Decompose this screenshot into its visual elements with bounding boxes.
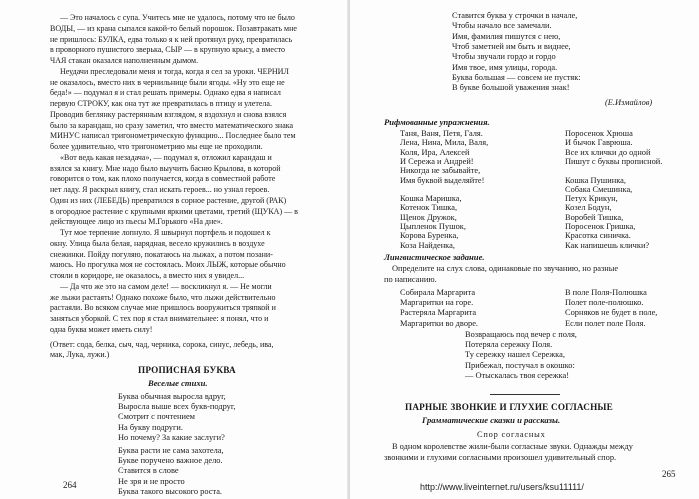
text-line: стояли в коридоре, не оказалось, а вместо них я увидел...	[50, 271, 245, 280]
text-line: Буква такого высокого роста.	[118, 486, 223, 496]
linguistic-task-title: Лингвистическое задание.	[384, 252, 485, 262]
linguistic-task-line-1: Определите на слух слова, одинаковые по звучанию, но разные	[392, 264, 619, 273]
text-line: Ставится в слове	[118, 466, 179, 476]
text-line: Один из них (ЛЕБЕДЬ) превратился в сорное растение, другой (РАК)	[50, 195, 287, 205]
section-subtitle-funny-poems: Веселые стихи.	[148, 378, 208, 388]
text-line: беда!» — подумал я и стал решать примеры. Однако едва я написал	[50, 88, 281, 98]
page-number-left: 264	[63, 480, 77, 490]
text-line: Щенок Дружок,	[400, 212, 457, 222]
text-line: более удивительно, что тригонометрию мы еще не проходили.	[50, 142, 263, 151]
text-line: Никогда не забывайте,	[400, 166, 481, 176]
section-title-paired-consonants: ПАРНЫЕ ЗВОНКИЕ И ГЛУХИЕ СОГЛАСНЫЕ	[405, 402, 613, 412]
text-line: «Вот ведь какая незадача», — подумал я, отложил карандаш и	[60, 152, 272, 162]
text-line: ЧАЯ стакан оказался наполненным дымом.	[50, 56, 199, 65]
story-title: Спор согласных	[477, 430, 546, 439]
text-line: одна буква может иметь силу!	[50, 324, 153, 334]
text-line: Проводив беглянку растерянным взглядом, я вздохнул и снова взялся	[50, 109, 287, 119]
text-line: Имя, фамилия пишутся с нею,	[452, 31, 561, 41]
text-line: действующее лицо из пьесы М.Горького «На дне».	[50, 217, 223, 227]
text-line: Тут мое терпение лопнуло. Я швырнул портфель и подошел к	[60, 228, 271, 237]
text-line: Полет поле-полюшко.	[565, 298, 644, 308]
text-line: Собирала Маргарита	[400, 288, 476, 297]
text-line: нет ладу. Я раскрыл книгу, стал искать героев... но узнал героев.	[50, 185, 270, 194]
text-line: Прибежал, постучал в окошко:	[465, 360, 575, 370]
text-line: И бычок Гаврюша.	[565, 138, 633, 148]
text-line: Имя твое, имя улицы, города.	[452, 62, 558, 72]
page-number-right: 265	[662, 469, 676, 479]
text-line: И Сережа и Андрей!	[400, 156, 474, 166]
text-line: Корова Буренка,	[400, 231, 459, 241]
text-line: Коза Найденка,	[400, 240, 455, 250]
text-line: взялся за книгу. Мне надо было выучить басню Крылова, в которой	[50, 163, 281, 173]
text-line: Если полет поле Поля.	[565, 318, 646, 328]
story-line-1: В одном королевстве жили-были согласные звуки. Однажды между	[392, 442, 633, 451]
text-line: Кошка Пушинка,	[565, 175, 626, 185]
text-line: Чтоб заметней им быть и виднее,	[452, 41, 571, 51]
text-line: МИНУС написал тригонометрическую функцию... Последнее было тем	[50, 131, 296, 141]
text-line: Выросла выше всех букв-подруг,	[118, 402, 236, 412]
text-line: Воробей Тишка,	[565, 212, 624, 222]
text-line: Петух Крикун,	[565, 194, 618, 204]
text-line: Лена, Нина, Мила, Валя,	[400, 138, 489, 148]
text-line: Сорняков не будет в поле,	[565, 308, 658, 318]
text-line: Маргаритки во дворе.	[400, 318, 479, 328]
linguistic-task-line-2: по написанию.	[384, 275, 437, 284]
text-line: было за карандаш, но сразу заметил, что вместо математического знака	[50, 120, 294, 130]
text-line: Чтобы звучали гордо и гордо	[452, 52, 556, 62]
text-line: Смотрит с почтением	[118, 412, 195, 422]
text-line: окну. Улица была белая, нарядная, весело кружились в воздухе	[50, 238, 265, 248]
section-subtitle-grammar-tales: Грамматические сказки и рассказы.	[422, 415, 561, 425]
text-line: же лыжи растаять! Однако похоже было, что лыжи действительно	[50, 292, 276, 302]
text-line: Неудачи преследовали меня и тогда, когда я сел за уроки. ЧЕРНИЛ	[60, 66, 289, 76]
text-line: В поле Поля-Полюшка	[565, 288, 647, 297]
text-line: Возвращаюсь под вечер с поля,	[465, 330, 577, 339]
text-line: Потеряла сережку Поля.	[465, 340, 553, 350]
text-line: Маргаритки на горе.	[400, 298, 474, 308]
answer-line-2: мак, Лука, лужи.)	[50, 350, 110, 359]
text-line: маюсь. Но прогулка моя не состоялась. Моих ЛЫЖ, которые обычно	[50, 260, 286, 270]
story-line-2: звонкими и глухими согласными произошел удивительный спор.	[384, 453, 617, 462]
text-line: Поросенок Хрюша	[565, 129, 633, 138]
text-line: Чтобы начало все замечали.	[452, 21, 552, 31]
text-line: Красотка синичка.	[565, 231, 631, 241]
text-line: — Отыскалась твоя сережка!	[465, 370, 569, 380]
text-line: Имя буквой выделяйте!	[400, 175, 485, 185]
footer-url[interactable]: http://www.liveinternet.ru/users/ksu11111/	[420, 482, 584, 492]
poem-author: (Е.Измайлов)	[605, 98, 653, 107]
text-line: Растеряла Маргарита	[400, 308, 477, 318]
text-line: в огородное растение с крупными яркими цветами, третий (ЩУКА) — в	[50, 206, 298, 216]
text-line: растаяли. Во всяком случае мне пришлось вооружиться тряпкой и	[50, 303, 276, 313]
text-line: Таня, Ваня, Петя, Галя.	[400, 129, 483, 138]
section-divider	[490, 394, 560, 395]
section-title-capital-letter: ПРОПИСНАЯ БУКВА	[138, 365, 236, 375]
text-line: Котенок Тишка,	[400, 203, 458, 213]
text-line: не оказалось, вместо них в чернильнице были ягоды. «Ну это еще не	[50, 77, 285, 87]
text-line: первую СТРОКУ, как она тут же превратилась в птицу и улетела.	[50, 99, 272, 108]
text-line: снежинки. Пойду погуляю, покатаюсь на лыжах, а потом позани-	[50, 249, 273, 259]
text-line: Букве поручено важное дело.	[118, 456, 223, 466]
text-line: заняться уборкой. С тех пор я стал внимательнее: я понял, что и	[50, 314, 269, 323]
text-line: Буква большая — совсем не пустяк:	[452, 72, 581, 82]
text-line: говорится о том, как плохо получается, когда в совместной работе	[50, 174, 276, 184]
text-line: — Это началось с супа. Учитесь мне не удалось, потому что не было	[60, 13, 295, 22]
text-line: Цыпленок Пушок,	[400, 222, 466, 231]
text-line: На букву подруги.	[118, 422, 183, 432]
answer-line-1: (Ответ: сода, белка, сыч, чад, черника, сорока, синус, лебедь, ива,	[50, 340, 274, 349]
text-line: Буква расти не сама захотела,	[118, 446, 224, 455]
text-line: Поросенок Гришка,	[565, 222, 636, 231]
text-line: Как напишешь клички?	[565, 240, 650, 250]
text-line: в проворного пушистого зверька, СЫР — в крупную крысу, а вместо	[50, 45, 286, 55]
text-line: ВОДЫ, — из крана сыпался какой-то белый порошок. Позавтракать мне	[50, 23, 297, 33]
right-page	[350, 0, 699, 499]
text-line: Не зря и не просто	[118, 476, 185, 486]
text-line: Собака Смешинка,	[565, 184, 633, 194]
text-line: не пришлось: БУЛКА, едва только я к ней протянул руку, превратилась	[50, 34, 293, 44]
text-line: Буква обычная выросла вдруг,	[118, 392, 226, 401]
text-line: Ставится буква у строчки в начале,	[452, 11, 578, 20]
text-line: Коля, Ира, Алексей	[400, 147, 470, 157]
rhymed-exercises-title: Рифмованные упражнения.	[384, 117, 490, 127]
text-line: В букве большой уважения знак!	[452, 83, 570, 93]
text-line: Ту сережку нашел Сережка,	[465, 350, 565, 360]
text-line: Пишут с буквы прописной.	[565, 156, 663, 166]
text-line: Кошка Маришка,	[400, 194, 462, 204]
text-line: Все их клички до одной	[565, 147, 651, 157]
text-line: Козел Бодун,	[565, 203, 612, 213]
text-line: Но почему? За какие заслуги?	[118, 432, 225, 442]
text-line: — Да что же это на самом деле! — воскликнул я. — Не могли	[60, 281, 272, 291]
